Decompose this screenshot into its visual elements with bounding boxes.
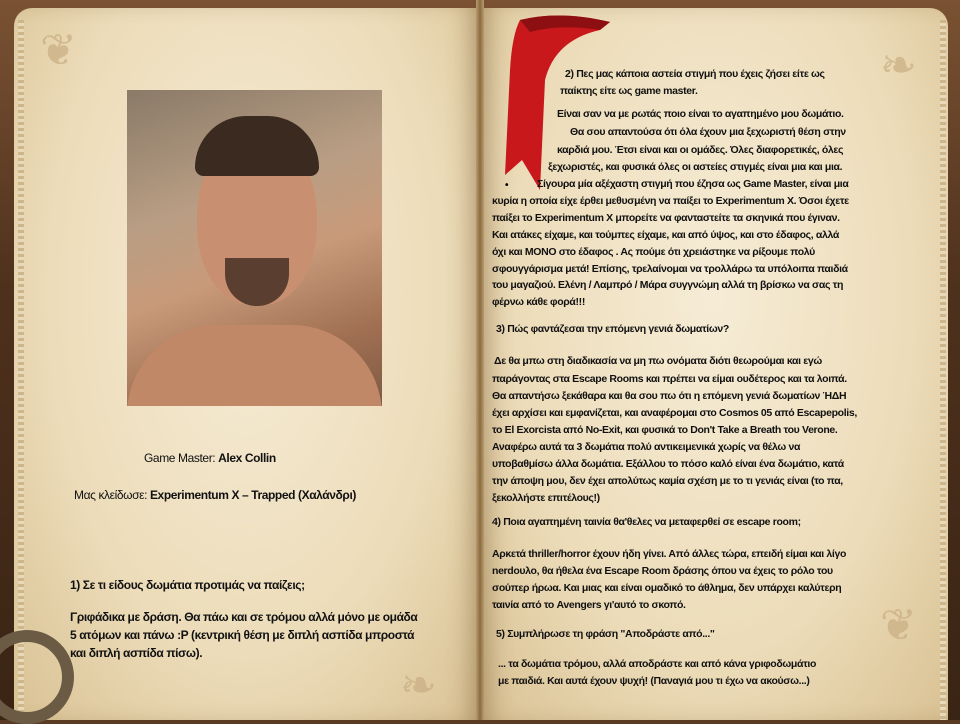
game-master-photo (127, 90, 382, 406)
answer-3-line: την άποψη μου, δεν έχει απολύτως καμία σχέση με το τι γενιάς είναι (το πα, (492, 475, 843, 487)
answer-3-line: Θα απαντήσω ξεκάθαρα και θα σου πω ότι η επόμενη γενιά δωματίων ΉΔΗ (492, 390, 847, 402)
answer-2-line: παίξει το Experimentum X μπορείτε να φανταστείτε τα σκηνικά που έγιναν. (492, 212, 840, 224)
corner-ornament-icon: ❧ (880, 41, 917, 90)
corner-ornament-icon: ❦ (880, 601, 917, 650)
question-4: 4) Ποια αγαπημένη ταινία θα'θελες να μεταφερθεί σε escape room; (492, 516, 801, 528)
answer-4-line: σούπερ ήρωα. Και μιας και είναι ομαδικό το άθλημα, δεν υπάρχει καλύτερη (492, 582, 842, 594)
question-2-line: 2) Πες μας κάποια αστεία στιγμή που έχεις ζήσει είτε ως (565, 68, 825, 80)
answer-2-line: όχι και ΜΟΝΟ στο έδαφος . Ας πούμε ότι χρειάστηκε να ρίξουμε πολύ (492, 246, 815, 258)
locked-label: Μας κλείδωσε: (74, 488, 150, 502)
answer-3-line: ξεκολλήστε επιτέλους!) (492, 492, 600, 504)
answer-4-line: nerdουλο, θα ήθελα ένα Escape Room δράσης όπου να έχεις το ρόλο του (492, 565, 833, 577)
answer-3-line: Αναφέρω αυτά τα 3 δωμάτια πολύ αντικειμενικά χωρίς να θέλω να (492, 441, 801, 453)
answer-2-line: Είναι σαν να με ρωτάς ποιο είναι το αγαπημένο μου δωμάτιο. (557, 108, 844, 120)
question-3: 3) Πώς φαντάζεσαι την επόμενη γενιά δωματίων? (496, 323, 729, 335)
answer-3-line: έχει αρχίσει και εμφανίζεται, και αναφέρομαι στο Cosmos 05 από Escapepolis, (492, 407, 857, 419)
corner-ornament-icon: ❦ (40, 26, 77, 75)
game-master-name: Alex Collin (218, 451, 276, 465)
answer-1-line: Γριφάδικα με δράση. Θα πάω και σε τρόμου αλλά μόνο με ομάδα (70, 610, 418, 624)
locked-room-name: Experimentum X – Trapped (Χαλάνδρι) (149, 488, 356, 502)
answer-2-line: κυρία η οποία είχε έρθει μεθυσμένη να παίξει το Experimentum X. Όσοι έχετε (492, 195, 849, 207)
book-spine (476, 0, 484, 720)
game-master-line (144, 451, 276, 465)
answer-2-line: σφουγγάρισμα μετά! Επίσης, τρελαίνομαι να τρολλάρω τα υπόλοιπα παιδιά (492, 263, 848, 275)
answer-2-line: καρδιά μου. Έτσι είναι και οι ομάδες. Όλες διαφορετικές, όλες (557, 144, 844, 156)
answer-4-line: Αρκετά thriller/horror έχουν ήδη γίνει. Από άλλες τώρα, επειδή είμαι και λίγο (492, 548, 847, 560)
answer-1-line: 5 ατόμων και πάνω :P (κεντρική θέση με διπλή ασπίδα μπροστά (70, 628, 415, 642)
answer-1-line: και διπλή ασπίδα πίσω). (70, 646, 203, 660)
answer-2-line: ξεχωριστές, και φυσικά όλες οι αστείες στιγμές είναι μια και μια. (548, 161, 843, 173)
corner-ornament-icon: ❧ (400, 661, 437, 710)
left-page-edge (18, 20, 24, 720)
game-master-label: Game Master: (144, 451, 219, 465)
answer-2-line: Θα σου απαντούσα ότι όλα έχουν μια ξεχωριστή θέση στην (570, 126, 846, 138)
answer-2-line: Και ατάκες είχαμε, και τούμπες είχαμε, και από ύψος, και στο έδαφος, αλλά (492, 229, 839, 241)
answer-5-line: με παιδιά. Και αυτά έχουν ψυχή! (Παναγιά μου τι έχω να ακούσω...) (498, 675, 810, 687)
answer-3-line: παράγοντας στα Escape Rooms και πρέπει να είμαι ουδέτερος και τα λοιπά. (492, 373, 847, 385)
question-1: 1) Σε τι είδους δωμάτια προτιμάς να παίζεις; (70, 578, 305, 592)
answer-3-line: υποβαθμίσω άλλα δωμάτια. Εξάλλου το πόσο καλό είναι ένα δωμάτιο, κατά (492, 458, 844, 470)
answer-5-line: ... τα δωμάτια τρόμου, αλλά αποδράστε και από κάνα γριφοδωμάτιο (498, 658, 817, 670)
locked-room-line (74, 488, 356, 502)
question-5: 5) Συμπλήρωσε τη φράση "Αποδράστε από..." (496, 628, 715, 640)
answer-2-line: φέρνω κάθε φορά!!! (492, 296, 585, 308)
answer-3-line: το El Exorcista από No-Exit, και φυσικά το Don't Take a Breath του Verone. (492, 424, 838, 436)
bullet-point: • (505, 180, 509, 191)
answer-2-line: Σίγουρα μία αξέχαστη στιγμή που έζησα ως Game Master, είναι μια (537, 178, 849, 190)
question-2-line: παίκτης είτε ως game master. (560, 85, 698, 97)
answer-2-line: του μαγαζιού. Ελένη / Λαμπρό / Μάρα συγγνώμη αλλά τη βρίσκω να σας τη (492, 279, 844, 291)
answer-4-line: ταινία από το Avengers γι'αυτό το σκοπό. (492, 599, 686, 611)
right-page-edge (940, 20, 946, 720)
answer-3-line: Δε θα μπω στη διαδικασία να μη πω ονόματα διότι θεωρούμαι και εγώ (494, 355, 822, 367)
